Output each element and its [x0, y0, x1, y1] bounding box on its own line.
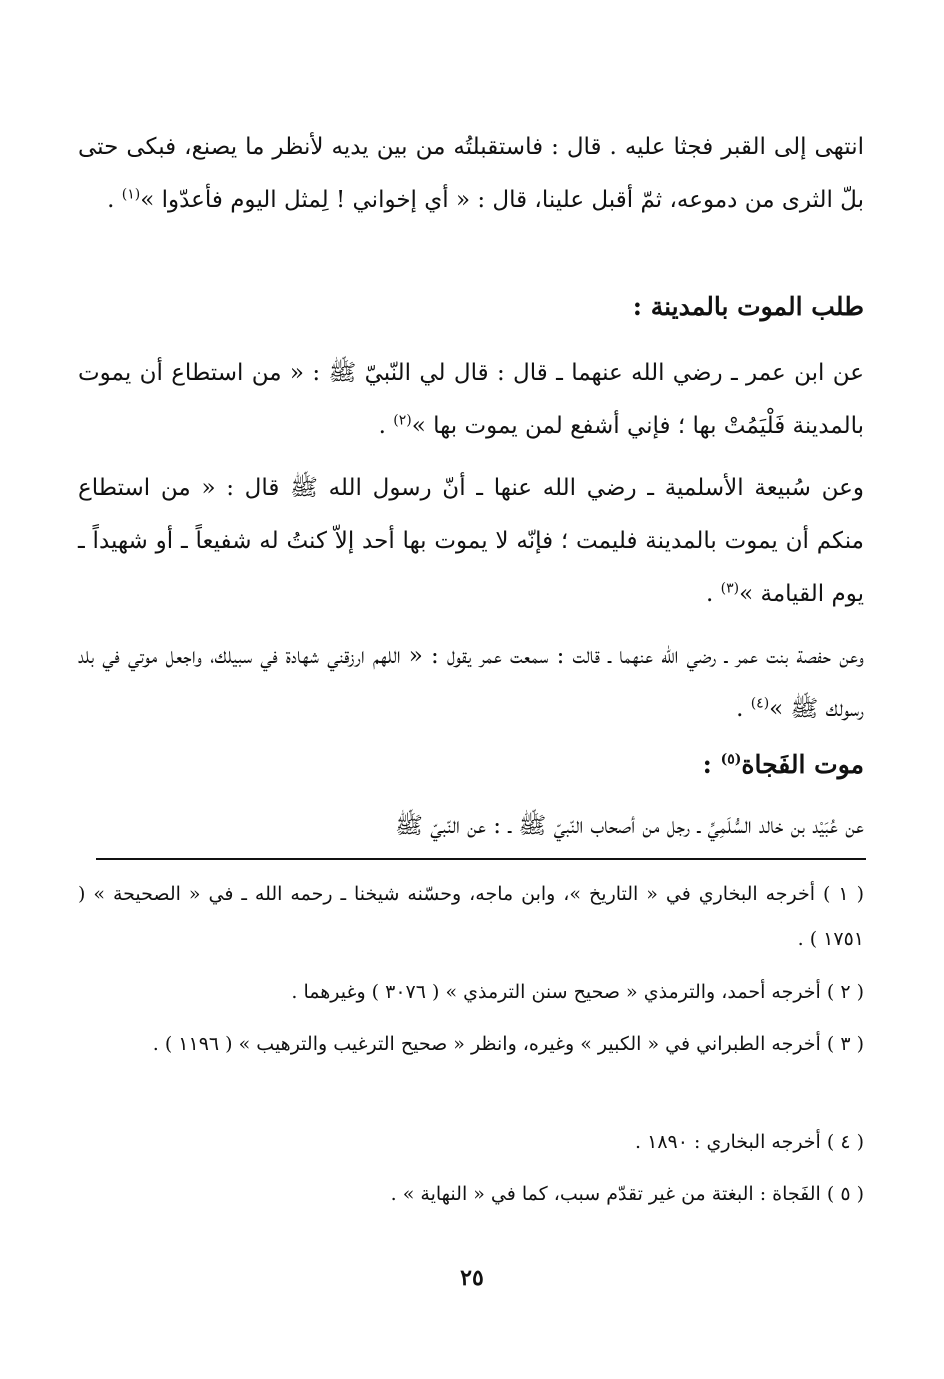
footnote-separator: [96, 858, 866, 860]
footnote-1: ( ١ ) أخرجه البخاري في « التاريخ »، وابن ماجه، وحسّنه شيخنا ـ رحمه الله ـ في « الصحيحة » ( ١٧٥١ ) .: [78, 883, 864, 950]
paragraph-text: عن عُبَيْد بن خالد السُّلَمِيِّ ـ رجل من أصحاب النّبيّ ﷺ ـ : عن النّبيّ ﷺ: [395, 813, 864, 839]
footnote-ref-1[interactable]: (١): [121, 186, 141, 203]
footnote-ref-2[interactable]: (٢): [393, 412, 412, 429]
footnote-4: ( ٤ ) أخرجه البخاري : ١٨٩٠ .: [635, 1131, 864, 1153]
paragraph-end: .: [107, 187, 122, 213]
footnote-2: ( ٢ ) أخرجه أحمد، والترمذي « صحيح سنن الترمذي » ( ٣٠٧٦ ) وغيرهما .: [291, 981, 864, 1003]
paragraph-subayah: [78, 462, 864, 621]
paragraph-ibn-umar: [78, 347, 864, 453]
page-number: ٢٥: [460, 1265, 484, 1291]
paragraph-text: عن ابن عمر ـ رضي الله عنهما ـ قال : قال لي النّبيّ ﷺ : « من استطاع أن يموت بالمدينة فَلْيَمُتْ بها ؛ فإني أشفع لمن يموت بها »: [78, 360, 864, 439]
paragraph-end: .: [706, 581, 721, 607]
section-heading-medina: [78, 287, 864, 327]
heading-end: :: [702, 750, 721, 779]
footnote-ref-4[interactable]: (٤): [750, 695, 770, 712]
paragraph-end: .: [736, 696, 751, 722]
paragraph-text: انتهى إلى القبر فجثا عليه . قال : فاستقبلتُه من بين يديه لأنظر ما يصنع، فبكى حتى بلّ الثرى من دموعه، ثمّ أقبل علينا، قال : « أي إخواني ! لِمثل اليوم فأعدّوا »: [78, 134, 864, 213]
footnote-ref-5[interactable]: (٥): [720, 751, 742, 768]
heading-text: طلب الموت بالمدينة :: [632, 292, 864, 321]
paragraph-grave-visit: [78, 121, 864, 227]
paragraph-text: وعن حفصة بنت عمر ـ رضي الله عنهما ـ قالت : سمعت عمر يقول : « اللهم ارزقني شهادة في سبيلك، واجعل موتي في بلد رسولك ﷺ »: [78, 643, 864, 722]
paragraph-end: .: [378, 413, 394, 439]
paragraph-text: وعن سُبيعة الأسلمية ـ رضي الله عنها ـ أنّ رسول الله ﷺ قال : « من استطاع منكم أن يموت بالمدينة فليمت ؛ فإنّه لا يموت بها أحد إلاّ كنتُ له شفيعاً ـ أو شهيداً ـ يوم القيامة »: [78, 475, 864, 607]
paragraph-ubayd: [78, 800, 864, 853]
footnote-3: ( ٣ ) أخرجه الطبراني في « الكبير » وغيره، وانظر « صحيح الترغيب والترهيب » ( ١١٩٦ ) .: [152, 1033, 864, 1055]
paragraph-hafsa: [78, 630, 864, 736]
footnote-5: ( ٥ ) الفَجاة : البغتة من غير تقدّم سبب، كما في « النهاية » .: [390, 1183, 864, 1205]
heading-text: موت الفَجاة: [741, 750, 864, 779]
footnote-ref-3[interactable]: (٣): [720, 580, 740, 597]
section-heading-sudden-death: [78, 745, 864, 785]
